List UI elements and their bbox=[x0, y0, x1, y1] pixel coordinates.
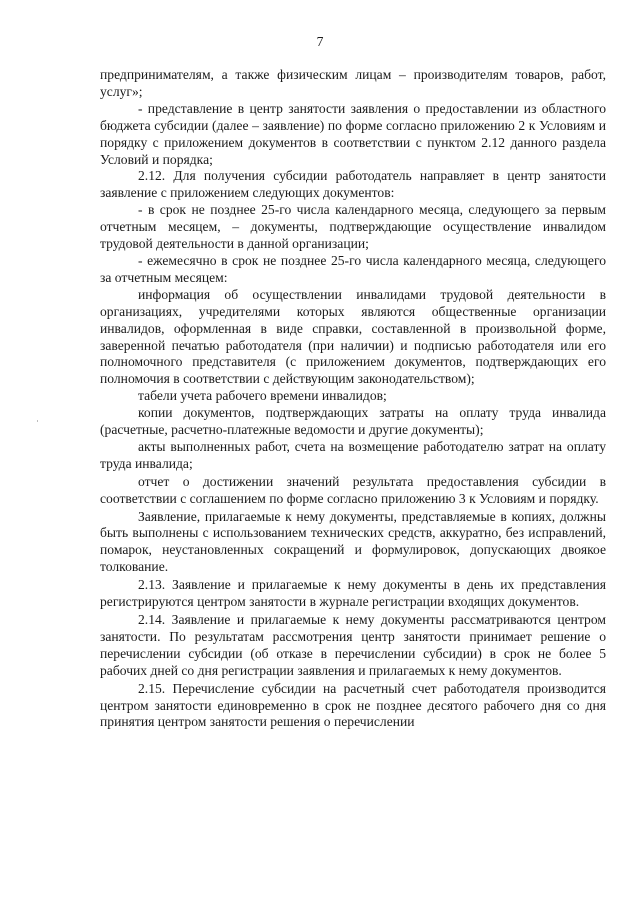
paragraph: копии документов, подтверждающих затраты на оплату труда инвалида (расчетные, расчетно-платежные ведомости и другие документы); bbox=[100, 405, 606, 438]
paragraph: отчет о достижении значений результата предоставления субсидии в соответствии с соглашением по форме согласно приложению 3 к Условиям и порядку. bbox=[100, 473, 606, 506]
scan-mark bbox=[37, 420, 38, 422]
paragraph: Заявление, прилагаемые к нему документы, представляемые в копиях, должны быть выполнены с использованием технических средств, аккуратно, без исправлений, помарок, неустановленных сокращений и формулировок, допускающих двоякое толкование. bbox=[100, 508, 606, 575]
paragraph: 2.13. Заявление и прилагаемые к нему документы в день их представления регистрируются центром занятости в журнале регистрации входящих документов. bbox=[100, 577, 606, 610]
paragraph: табели учета рабочего времени инвалидов; bbox=[138, 388, 387, 404]
paragraph: - в срок не позднее 25-го числа календарного месяца, следующего за первым отчетным месяцем, – документы, подтверждающие осуществление инвалидом трудовой деятельности в данной организации; bbox=[100, 202, 606, 252]
paragraph: 2.15. Перечисление субсидии на расчетный счет работодателя производится центром занятости единовременно в срок не позднее десятого рабочего дня со дня принятия центром занятости решения о перечислении bbox=[100, 680, 606, 730]
page-number: 7 bbox=[316, 34, 324, 49]
body-text bbox=[100, 67, 606, 731]
paragraph: - ежемесячно в срок не позднее 25-го числа календарного месяца, следующего за отчетным месяцем: bbox=[100, 252, 606, 285]
paragraph: 2.12. Для получения субсидии работодатель направляет в центр занятости заявление с приложением следующих документов: bbox=[100, 168, 606, 201]
paragraph: - представление в центр занятости заявления о предоставлении из областного бюджета субсидии (далее – заявление) по форме согласно приложению 2 к Условиям и порядку с приложением документов в соответствии с пунктом 2.12 данного раздела Условий и порядка; bbox=[100, 100, 606, 167]
paragraph: акты выполненных работ, счета на возмещение работодателю затрат на оплату труда инвалида; bbox=[100, 438, 606, 471]
paragraph: информация об осуществлении инвалидами трудовой деятельности в организациях, учредителями которых являются общественные организации инвалидов, оформленная в виде справки, составленной в произвольной форме, заверенной печатью работодателя (при наличии) и подписью работодателя или его полномочного представителя (с приложением документов, подтверждающих его полномочия в соответствии с действующим законодательством); bbox=[100, 286, 606, 387]
paragraph: 2.14. Заявление и прилагаемые к нему документы рассматриваются центром занятости. По результатам рассмотрения центр занятости принимает решение о перечислении субсидии (об отказе в перечислении субсидии) в срок не более 5 рабочих дней со дня регистрации заявления и прилагаемых к нему документов. bbox=[100, 612, 606, 678]
paragraph: предпринимателям, а также физическим лицам – производителям товаров, работ, услуг»; bbox=[100, 67, 606, 99]
